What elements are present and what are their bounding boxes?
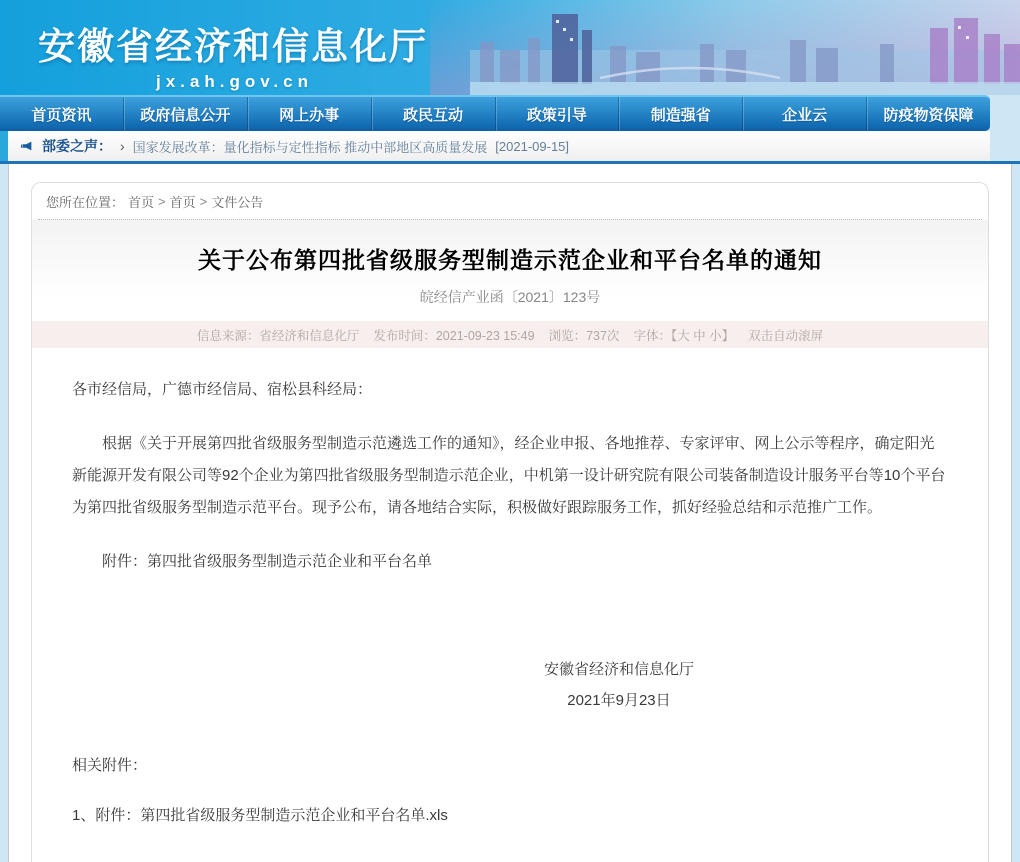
ticker-section-label: 部委之声： xyxy=(42,138,112,154)
meta-pubtime-label: 发布时间： xyxy=(373,328,436,343)
site-url: jx.ah.gov.cn xyxy=(156,72,313,91)
auto-scroll-toggle[interactable]: 双击自动滚屏 xyxy=(748,328,824,343)
content-background xyxy=(0,164,1020,862)
content-wrapper xyxy=(8,164,1012,862)
nav-item-home-news[interactable]: 首页资讯 xyxy=(0,97,124,131)
font-size-controls[interactable]: 【大 中 小】 xyxy=(670,328,735,343)
body-paragraph: 根据《关于开展第四批省级服务型制造示范遴选工作的通知》，经企业申报、各地推荐、专家评审、网上公示等程序，确定阳光新能源开发有限公司等92个企业为第四批省级服务型制造示范企业，中机第一设计研究院有限公司装备制造设计服务平台等10个平台为第四批省级服务型制造示范平台。现予公布，请各地结合实际，积极做好跟踪服务工作，抓好经验总结和示范推广工作。 xyxy=(72,435,946,516)
signature-agency: 安徽省经济和信息化厅 xyxy=(543,661,694,678)
article-container xyxy=(31,182,989,862)
meta-font xyxy=(633,326,734,344)
nav-item-manufacturing-province[interactable]: 制造强省 xyxy=(619,97,743,131)
signature-block xyxy=(544,654,694,716)
article-body xyxy=(32,348,988,862)
meta-views xyxy=(549,326,620,344)
meta-views-value: 737次 xyxy=(586,328,620,343)
ticker-arrow-icon: › xyxy=(120,138,125,154)
related-attachment-download-link[interactable]: 1、附件：第四批省级服务型制造示范企业和平台名单.xls xyxy=(72,807,448,824)
breadcrumb-separator: > xyxy=(199,193,208,209)
ticker-headline-link[interactable]: 国家发展改革：量化指标与定性指标 推动中部地区高质量发展 xyxy=(132,139,488,155)
nav-item-public-interaction[interactable]: 政民互动 xyxy=(372,97,496,131)
article-meta-bar xyxy=(32,321,988,348)
breadcrumb-separator: > xyxy=(158,193,166,209)
meta-font-label: 字体： xyxy=(633,328,671,343)
breadcrumb xyxy=(32,183,988,219)
meta-source xyxy=(197,326,360,344)
nav-item-gov-info[interactable]: 政府信息公开 xyxy=(124,97,248,131)
breadcrumb-item-home[interactable]: 首页 xyxy=(128,194,155,210)
nav-item-policy-guidance[interactable]: 政策引导 xyxy=(496,97,620,131)
article-header xyxy=(32,220,988,348)
ticker-headline-date: [2021-09-15] xyxy=(495,138,570,154)
signature-date: 2021年9月23日 xyxy=(567,692,671,709)
speaker-icon xyxy=(20,139,34,153)
article-title: 关于公布第四批省级服务型制造示范企业和平台名单的通知 xyxy=(198,247,822,273)
meta-pubtime xyxy=(373,326,534,344)
breadcrumb-item-home-2[interactable]: 首页 xyxy=(169,194,196,210)
meta-pubtime-value: 2021-09-23 15:49 xyxy=(435,328,535,343)
document-number: 皖经信产业函〔2021〕123号 xyxy=(419,289,601,305)
ticker-band xyxy=(0,131,1020,164)
attachment-reference-link[interactable]: 附件：第四批省级服务型制造示范企业和平台名单 xyxy=(102,553,433,570)
breadcrumb-label: 您所在位置： xyxy=(46,194,125,210)
meta-views-label: 浏览： xyxy=(548,328,587,343)
nav-item-online-services[interactable]: 网上办事 xyxy=(248,97,372,131)
meta-source-label: 信息来源： xyxy=(196,328,260,343)
nav-item-epidemic-supplies[interactable]: 防疫物资保障 xyxy=(883,106,974,124)
site-banner xyxy=(0,0,1020,95)
nav-item-enterprise-cloud[interactable]: 企业云 xyxy=(743,97,867,131)
salutation: 各市经信局，广德市经信局、宿松县科经局： xyxy=(72,381,373,398)
related-attachments-heading: 相关附件： xyxy=(72,757,148,774)
meta-source-value: 省经济和信息化厅 xyxy=(259,328,360,343)
breadcrumb-item-documents[interactable]: 文件公告 xyxy=(211,194,264,210)
site-title: 安徽省经济和信息化厅 xyxy=(38,26,428,67)
banner-text xyxy=(0,0,1020,92)
main-navbar xyxy=(0,95,990,131)
news-ticker xyxy=(0,131,990,161)
